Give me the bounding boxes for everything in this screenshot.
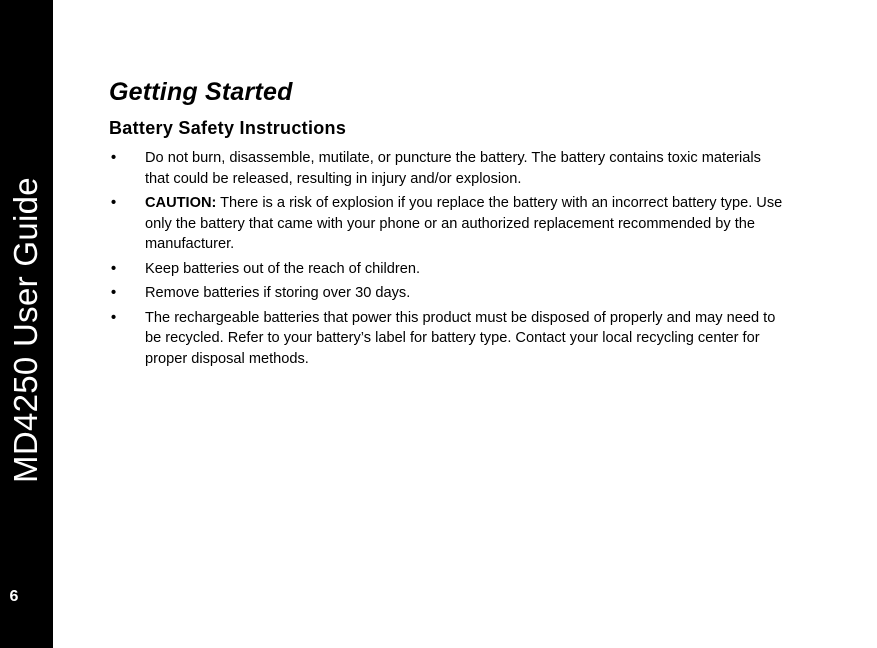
bullet-icon: • (111, 309, 117, 326)
sidebar (0, 0, 53, 648)
list-item-text: The rechargeable batteries that power this product must be disposed of properly and may need to be recycled. Refer to your battery’s label for battery type. Contact your local recycling center for proper disposal methods. (145, 309, 776, 367)
list-item-text: Keep batteries out of the reach of children. (145, 260, 421, 277)
bullet-icon: • (111, 150, 117, 166)
page-content (109, 76, 789, 373)
list-item (109, 193, 789, 255)
page-number: 6 (9, 588, 19, 605)
list-item (109, 148, 789, 189)
list-item-text: There is a risk of explosion if you replace the battery with an incorrect battery type. Use only the battery that came with your phone or an authorized replacement recommended by the manufacturer. (145, 195, 783, 252)
bullet-icon: • (111, 285, 117, 301)
bullet-icon: • (111, 260, 117, 277)
battery-safety-list (109, 148, 789, 369)
section-title: Getting Started (109, 78, 293, 106)
bullet-icon: • (111, 195, 117, 211)
list-item (109, 308, 789, 370)
caution-label: CAUTION: (145, 195, 217, 211)
list-item (109, 259, 789, 280)
list-item-text: Do not burn, disassemble, mutilate, or puncture the battery. The battery contains toxic materials that could be released, resulting in injury and/or explosion. (145, 150, 761, 187)
list-item (109, 283, 789, 304)
subsection-title: Battery Safety Instructions (109, 118, 347, 138)
sidebar-title: MD4250 User Guide (7, 177, 44, 483)
list-item-text: Remove batteries if storing over 30 days. (145, 285, 411, 301)
